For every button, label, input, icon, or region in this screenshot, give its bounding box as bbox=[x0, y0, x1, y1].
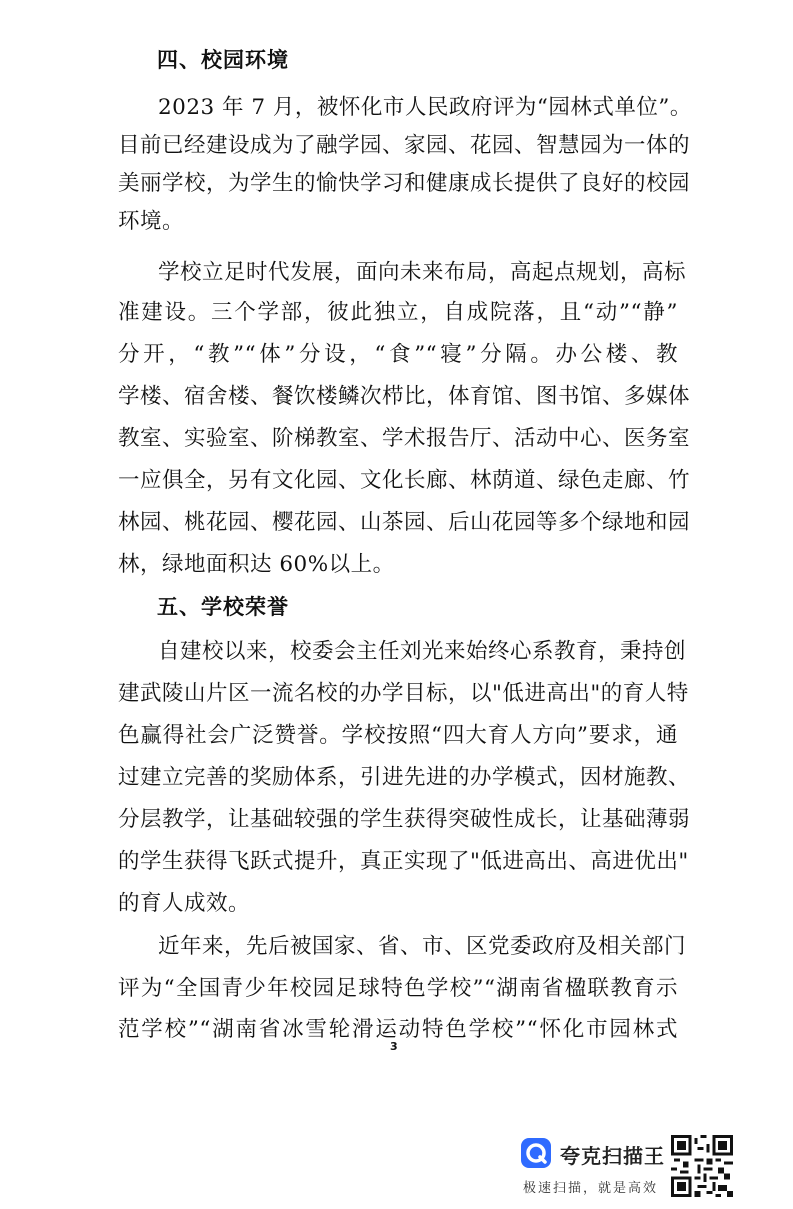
paragraph-line: 准建设。三个学部，彼此独立，自成院落，且“动”“静” bbox=[118, 300, 678, 325]
paragraph-line: 过建立完善的奖励体系，引进先进的办学模式，因材施教、 bbox=[118, 765, 691, 790]
paragraph-line: 建武陵山片区一流名校的办学目标，以"低进高出"的育人特 bbox=[118, 681, 689, 706]
paragraph-line: 学楼、宿舍楼、餐饮楼鳞次栉比，体育馆、图书馆、多媒体 bbox=[118, 384, 691, 409]
paragraph-line: 评为“全国青少年校园足球特色学校”“湖南省楹联教育示 bbox=[118, 976, 678, 1001]
paragraph-line: 的学生获得飞跃式提升，真正实现了"低进高出、高进优出" bbox=[118, 849, 689, 874]
paragraph-line: 分层教学，让基础较强的学生获得突破性成长，让基础薄弱 bbox=[118, 807, 691, 832]
paragraph-line: 一应俱全，另有文化园、文化长廊、林荫道、绿色走廊、竹 bbox=[118, 468, 691, 493]
watermark-title: 夸克扫描王 bbox=[560, 1144, 665, 1168]
quark-logo-icon bbox=[521, 1138, 551, 1168]
page-number: 3 bbox=[390, 1040, 398, 1053]
paragraph-line: 2023 年 7 月，被怀化市人民政府评为“园林式单位”。 bbox=[158, 95, 692, 120]
paragraph-line: 目前已经建设成为了融学园、家园、花园、智慧园为一体的 bbox=[118, 133, 691, 158]
paragraph-line: 美丽学校，为学生的愉快学习和健康成长提供了良好的校园 bbox=[118, 171, 691, 196]
paragraph-line: 自建校以来，校委会主任刘光来始终心系教育，秉持创 bbox=[158, 639, 687, 664]
paragraph-line: 林园、桃花园、樱花园、山茶园、后山花园等多个绿地和园 bbox=[118, 510, 691, 535]
paragraph-line: 教室、实验室、阶梯教室、学术报告厅、活动中心、医务室 bbox=[118, 426, 691, 451]
watermark-slogan: 极速扫描，就是高效 bbox=[523, 1181, 659, 1196]
qr-code-icon bbox=[671, 1135, 733, 1197]
paragraph-line: 色赢得社会广泛赞誉。学校按照“四大育人方向”要求，通 bbox=[118, 723, 678, 748]
section-heading-school-honors: 五、学校荣誉 bbox=[157, 595, 289, 619]
paragraph-line: 范学校”“湖南省冰雪轮滑运动特色学校”“怀化市园林式 bbox=[118, 1017, 678, 1042]
section-heading-campus-environment: 四、校园环境 bbox=[157, 48, 289, 72]
paragraph-line: 的育人成效。 bbox=[118, 891, 251, 916]
paragraph-line: 近年来，先后被国家、省、市、区党委政府及相关部门 bbox=[158, 934, 687, 959]
paragraph-line: 分开，“教”“体”分设，“食”“寝”分隔。办公楼、教 bbox=[118, 342, 678, 367]
paragraph-line: 学校立足时代发展，面向未来布局，高起点规划，高标 bbox=[158, 260, 687, 285]
paragraph-line: 林，绿地面积达 60%以上。 bbox=[118, 552, 395, 577]
paragraph-line: 环境。 bbox=[118, 209, 185, 234]
